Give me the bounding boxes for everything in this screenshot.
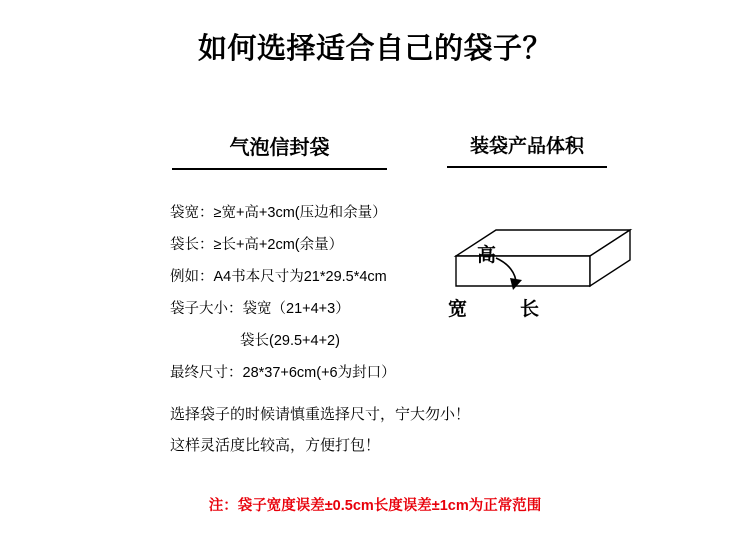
note-line: 这样灵活度比较高，方便打包！ — [170, 437, 381, 454]
notes-block — [170, 405, 590, 467]
spec-line: 袋宽：≥宽+高+3cm(压边和余量） — [170, 205, 387, 221]
diagram-label-width: 宽 — [448, 299, 468, 320]
spec-line: 袋长(29.5+4+2) — [240, 333, 340, 349]
note-line: 选择袋子的时候请慎重选择尺寸，宁大勿小！ — [170, 406, 471, 423]
tolerance-warning: 注：袋子宽度误差±0.5cm长度误差±1cm为正常范围 — [208, 498, 542, 514]
page-title: 如何选择适合自己的袋子？ — [197, 33, 552, 65]
section-heading-product-volume: 装袋产品体积 — [447, 131, 607, 168]
spec-line: 最终尺寸：28*37+6cm(+6为封口） — [170, 365, 396, 381]
diagram-label-length: 长 — [520, 299, 540, 320]
diagram-label-height: 高 — [477, 245, 497, 266]
section-heading-bubble-mailer: 气泡信封袋 — [172, 131, 387, 170]
spec-line: 袋子大小：袋宽（21+4+3） — [170, 301, 350, 317]
spec-line: 袋长：≥长+高+2cm(余量） — [170, 237, 344, 253]
spec-line: 例如：A4书本尺寸为21*29.5*4cm — [170, 269, 387, 285]
